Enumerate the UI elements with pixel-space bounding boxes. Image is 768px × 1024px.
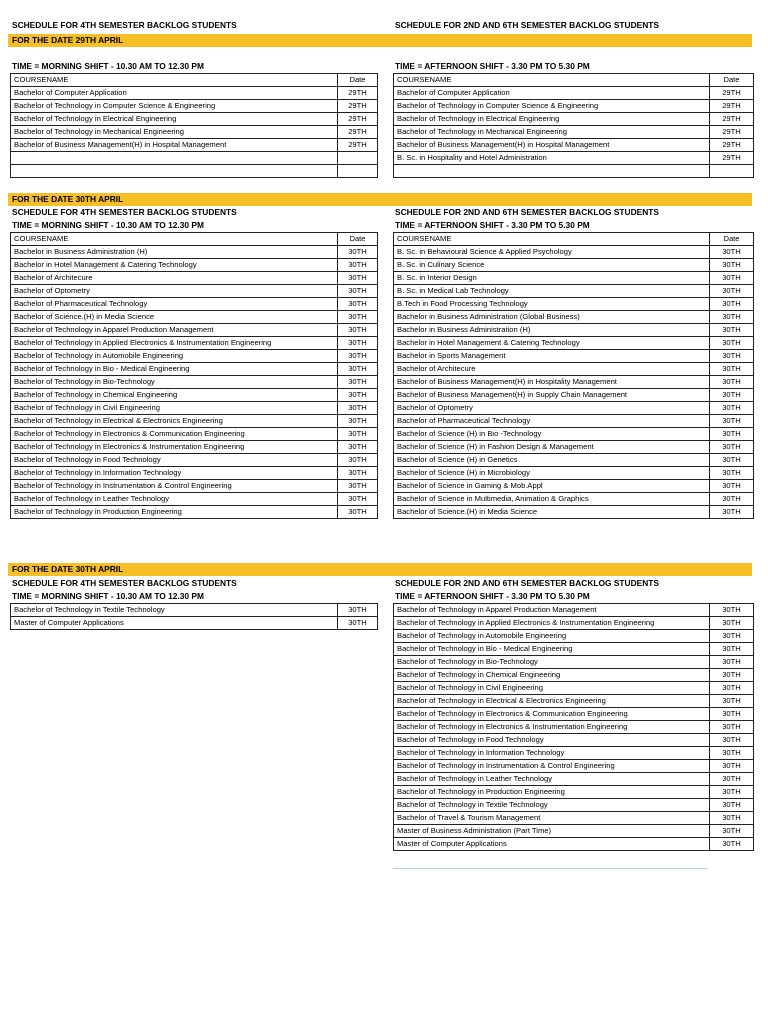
table-row: [11, 376, 378, 389]
table-row: [394, 350, 754, 363]
course-name-cell: Bachelor of Technology in Leather Technology: [11, 493, 338, 506]
course-name-cell: Bachelor of Technology in Civil Engineering: [394, 682, 710, 695]
date-cell: 29TH: [710, 152, 754, 165]
date-cell: 30TH: [710, 272, 754, 285]
s2-date-band: FOR THE DATE 30TH APRIL: [8, 193, 752, 206]
s2-right-title: SCHEDULE FOR 2ND AND 6TH SEMESTER BACKLOG STUDENTS: [395, 207, 659, 217]
date-cell: 30TH: [338, 272, 378, 285]
course-name-cell: Bachelor of Technology in Information Technology: [11, 467, 338, 480]
date-cell: 30TH: [338, 337, 378, 350]
course-name-cell: Bachelor of Architecure: [11, 272, 338, 285]
date-cell: 30TH: [338, 467, 378, 480]
table-row: [11, 337, 378, 350]
course-name-cell: [11, 165, 338, 178]
date-cell: 30TH: [710, 493, 754, 506]
table-row: [11, 389, 378, 402]
course-name-cell: Bachelor of Science in Gaming & Mob.Appl: [394, 480, 710, 493]
s3-date-band: FOR THE DATE 30TH APRIL: [8, 563, 752, 576]
course-column-header: COURSENAME: [11, 233, 338, 246]
table-row: [394, 630, 754, 643]
table-row: [11, 100, 378, 113]
date-cell: 30TH: [338, 285, 378, 298]
course-name-cell: Bachelor of Computer Application: [394, 87, 710, 100]
bottom-divider: [393, 868, 708, 869]
date-cell: 30TH: [338, 428, 378, 441]
course-name-cell: Bachelor of Technology in Electrical Engineering: [394, 113, 710, 126]
course-name-cell: Bachelor of Technology in Leather Technology: [394, 773, 710, 786]
course-name-cell: Bachelor of Technology in Mechanical Engineering: [394, 126, 710, 139]
s3-right-table: [393, 603, 754, 851]
date-cell: 30TH: [710, 786, 754, 799]
date-cell: 30TH: [710, 441, 754, 454]
date-cell: 29TH: [338, 113, 378, 126]
course-name-cell: Bachelor of Technology in Production Engineering: [394, 786, 710, 799]
course-name-cell: Bachelor of Technology in Apparel Production Management: [394, 604, 710, 617]
date-column-header: Date: [338, 233, 378, 246]
date-cell: 30TH: [710, 838, 754, 851]
course-name-cell: Bachelor in Sports Management: [394, 350, 710, 363]
table-row: [394, 799, 754, 812]
course-name-cell: Bachelor of Science (H) in Fashion Design & Management: [394, 441, 710, 454]
course-name-cell: B. Sc. in Hospitality and Hotel Administration: [394, 152, 710, 165]
date-cell: 29TH: [338, 139, 378, 152]
table-row: [394, 825, 754, 838]
s2-left-title: SCHEDULE FOR 4TH SEMESTER BACKLOG STUDENTS: [12, 207, 237, 217]
table-row: [394, 246, 754, 259]
course-name-cell: B. Sc. in Medical Lab Technology: [394, 285, 710, 298]
date-cell: 30TH: [338, 259, 378, 272]
course-name-cell: Bachelor of Technology in Instrumentation & Control Engineering: [394, 760, 710, 773]
date-cell: 30TH: [710, 324, 754, 337]
table-row: [11, 467, 378, 480]
course-name-cell: Bachelor of Technology in Textile Technology: [11, 604, 338, 617]
table-row: [394, 467, 754, 480]
table-row: [394, 415, 754, 428]
date-cell: 30TH: [710, 747, 754, 760]
table-row: [11, 272, 378, 285]
table-row: [394, 363, 754, 376]
date-cell: 30TH: [338, 363, 378, 376]
table-row: [11, 454, 378, 467]
table-row: [11, 246, 378, 259]
date-cell: 30TH: [338, 350, 378, 363]
course-name-cell: Bachelor of Science.(H) in Media Science: [394, 506, 710, 519]
table-row: [394, 656, 754, 669]
date-cell: 30TH: [710, 799, 754, 812]
date-cell: [338, 152, 378, 165]
date-cell: 29TH: [710, 126, 754, 139]
course-name-cell: Bachelor of Optometry: [394, 402, 710, 415]
date-cell: [710, 165, 754, 178]
course-name-cell: Bachelor in Business Administration (Global Business): [394, 311, 710, 324]
course-name-cell: Bachelor of Technology in Production Engineering: [11, 506, 338, 519]
table-row: [394, 139, 754, 152]
course-name-cell: Bachelor of Science (H) in Bio -Technology: [394, 428, 710, 441]
table-header-row: [394, 74, 754, 87]
table-row: [394, 773, 754, 786]
course-name-cell: [11, 152, 338, 165]
date-cell: 30TH: [710, 454, 754, 467]
course-name-cell: Bachelor of Business Management(H) in Supply Chain Management: [394, 389, 710, 402]
s2-right-time: TIME = AFTERNOON SHIFT - 3.30 PM TO 5.30 PM: [395, 220, 590, 230]
course-name-cell: Bachelor of Science (H) in Microbiology: [394, 467, 710, 480]
course-name-cell: Master of Computer Applications: [11, 617, 338, 630]
course-name-cell: Bachelor of Technology in Information Technology: [394, 747, 710, 760]
table-row: [394, 285, 754, 298]
date-cell: 30TH: [710, 428, 754, 441]
date-cell: 30TH: [710, 311, 754, 324]
date-cell: 30TH: [710, 734, 754, 747]
date-cell: 30TH: [338, 311, 378, 324]
table-row: [394, 337, 754, 350]
s1-right-time: TIME = AFTERNOON SHIFT - 3.30 PM TO 5.30 PM: [395, 61, 590, 71]
table-row: [11, 152, 378, 165]
course-name-cell: Bachelor of Science.(H) in Media Science: [11, 311, 338, 324]
date-cell: 30TH: [710, 480, 754, 493]
date-cell: 30TH: [710, 246, 754, 259]
s2-left-time: TIME = MORNING SHIFT - 10.30 AM TO 12.30 PM: [12, 220, 204, 230]
course-name-cell: Bachelor of Architecure: [394, 363, 710, 376]
s1-right-table: [393, 73, 754, 178]
course-column-header: COURSENAME: [394, 233, 710, 246]
course-name-cell: Bachelor of Computer Application: [11, 87, 338, 100]
table-row: [394, 506, 754, 519]
course-name-cell: Bachelor of Science in Multimedia, Animation & Graphics: [394, 493, 710, 506]
course-name-cell: B. Sc. in Interior Design: [394, 272, 710, 285]
date-cell: 30TH: [338, 415, 378, 428]
course-name-cell: Bachelor of Technology in Bio - Medical Engineering: [394, 643, 710, 656]
course-name-cell: Bachelor of Pharmaceutical Technology: [394, 415, 710, 428]
date-cell: 29TH: [710, 139, 754, 152]
table-row: [11, 113, 378, 126]
course-name-cell: Bachelor of Technology in Bio-Technology: [11, 376, 338, 389]
table-row: [394, 760, 754, 773]
table-row: [11, 126, 378, 139]
date-cell: 30TH: [710, 669, 754, 682]
course-name-cell: Bachelor of Technology in Food Technology: [11, 454, 338, 467]
s3-left-time: TIME = MORNING SHIFT - 10.30 AM TO 12.30 PM: [12, 591, 204, 601]
course-name-cell: Bachelor of Technology in Mechanical Engineering: [11, 126, 338, 139]
table-row: [394, 493, 754, 506]
table-row: [394, 604, 754, 617]
course-name-cell: Bachelor in Hotel Management & Catering Technology: [11, 259, 338, 272]
course-name-cell: B.Tech in Food Processing Technology: [394, 298, 710, 311]
date-column-header: Date: [710, 74, 754, 87]
table-row: [11, 493, 378, 506]
course-name-cell: B. Sc. in Culinary Science: [394, 259, 710, 272]
table-row: [394, 311, 754, 324]
course-name-cell: Bachelor of Technology in Computer Science & Engineering: [394, 100, 710, 113]
table-row: [394, 100, 754, 113]
course-name-cell: Bachelor of Technology in Civil Engineering: [11, 402, 338, 415]
table-row: [11, 298, 378, 311]
date-cell: 30TH: [710, 363, 754, 376]
date-cell: 30TH: [710, 656, 754, 669]
table-row: [394, 669, 754, 682]
table-row: [394, 682, 754, 695]
table-row: [394, 617, 754, 630]
table-row: [11, 311, 378, 324]
table-header-row: [394, 233, 754, 246]
table-row: [11, 165, 378, 178]
course-name-cell: Bachelor of Technology in Apparel Production Management: [11, 324, 338, 337]
course-name-cell: Bachelor of Technology in Electrical & Electronics Engineering: [394, 695, 710, 708]
date-cell: 29TH: [710, 87, 754, 100]
course-name-cell: Bachelor in Business Administration (H): [11, 246, 338, 259]
table-row: [394, 324, 754, 337]
date-cell: 30TH: [338, 402, 378, 415]
course-name-cell: Bachelor of Technology in Computer Science & Engineering: [11, 100, 338, 113]
table-row: [394, 272, 754, 285]
date-cell: 30TH: [338, 376, 378, 389]
table-row: [394, 643, 754, 656]
s1-left-table: [10, 73, 378, 178]
date-cell: 30TH: [710, 285, 754, 298]
table-row: [394, 734, 754, 747]
s3-left-table: [10, 603, 378, 630]
date-cell: 29TH: [710, 113, 754, 126]
table-row: [394, 721, 754, 734]
course-name-cell: Bachelor of Technology in Chemical Engineering: [11, 389, 338, 402]
course-name-cell: Master of Business Administration (Part Time): [394, 825, 710, 838]
s1-date-band: FOR THE DATE 29TH APRIL: [8, 34, 752, 47]
course-name-cell: Bachelor of Technology in Electrical & Electronics Engineering: [11, 415, 338, 428]
date-cell: 30TH: [710, 630, 754, 643]
date-cell: 30TH: [338, 298, 378, 311]
date-cell: 29TH: [338, 87, 378, 100]
course-name-cell: Bachelor of Business Management(H) in Hospitality Management: [394, 376, 710, 389]
course-name-cell: Bachelor of Technology in Electronics & Instrumentation Engineering: [394, 721, 710, 734]
table-header-row: [11, 233, 378, 246]
table-row: [11, 604, 378, 617]
course-name-cell: Bachelor of Technology in Electronics & Communication Engineering: [11, 428, 338, 441]
table-row: [11, 415, 378, 428]
date-column-header: Date: [338, 74, 378, 87]
table-row: [394, 747, 754, 760]
table-row: [394, 165, 754, 178]
table-row: [394, 298, 754, 311]
date-cell: 30TH: [338, 324, 378, 337]
course-name-cell: Bachelor of Business Management(H) in Hospital Management: [394, 139, 710, 152]
table-row: [11, 402, 378, 415]
date-cell: 30TH: [710, 760, 754, 773]
date-cell: 30TH: [710, 617, 754, 630]
course-name-cell: Bachelor of Technology in Chemical Engineering: [394, 669, 710, 682]
date-cell: 29TH: [710, 100, 754, 113]
table-row: [11, 441, 378, 454]
date-cell: 30TH: [338, 441, 378, 454]
table-row: [11, 617, 378, 630]
date-cell: 30TH: [710, 721, 754, 734]
course-name-cell: Bachelor in Business Administration (H): [394, 324, 710, 337]
date-cell: [338, 165, 378, 178]
table-row: [394, 695, 754, 708]
date-cell: 30TH: [710, 259, 754, 272]
table-row: [394, 259, 754, 272]
table-row: [394, 480, 754, 493]
table-row: [11, 259, 378, 272]
date-cell: 30TH: [338, 389, 378, 402]
course-name-cell: Bachelor of Technology in Bio - Medical Engineering: [11, 363, 338, 376]
date-cell: 30TH: [710, 350, 754, 363]
course-name-cell: Bachelor of Science (H) in Genetics: [394, 454, 710, 467]
s1-left-time: TIME = MORNING SHIFT - 10.30 AM TO 12.30 PM: [12, 61, 204, 71]
table-row: [394, 402, 754, 415]
s3-right-title: SCHEDULE FOR 2ND AND 6TH SEMESTER BACKLOG STUDENTS: [395, 578, 659, 588]
course-name-cell: B. Sc. in Behavioural Science & Applied Psychology: [394, 246, 710, 259]
date-cell: 30TH: [338, 493, 378, 506]
table-row: [394, 786, 754, 799]
date-cell: 30TH: [710, 682, 754, 695]
date-cell: 30TH: [710, 773, 754, 786]
s2-right-table: [393, 232, 754, 519]
table-row: [394, 389, 754, 402]
date-cell: 30TH: [710, 298, 754, 311]
table-row: [11, 139, 378, 152]
date-cell: 30TH: [710, 402, 754, 415]
date-cell: 30TH: [710, 376, 754, 389]
date-cell: 30TH: [710, 604, 754, 617]
date-cell: 30TH: [710, 825, 754, 838]
table-row: [394, 441, 754, 454]
course-name-cell: Bachelor of Technology in Electronics & Communication Engineering: [394, 708, 710, 721]
course-name-cell: Bachelor of Technology in Applied Electronics & Instrumentation Engineering: [11, 337, 338, 350]
table-row: [394, 87, 754, 100]
table-row: [394, 152, 754, 165]
date-cell: 30TH: [338, 604, 378, 617]
table-row: [394, 428, 754, 441]
table-row: [394, 454, 754, 467]
course-name-cell: Bachelor of Travel & Tourism Management: [394, 812, 710, 825]
s3-right-time: TIME = AFTERNOON SHIFT - 3.30 PM TO 5.30 PM: [395, 591, 590, 601]
date-column-header: Date: [710, 233, 754, 246]
table-row: [394, 376, 754, 389]
date-cell: 30TH: [710, 695, 754, 708]
course-name-cell: Bachelor of Technology in Food Technology: [394, 734, 710, 747]
course-name-cell: Bachelor of Optometry: [11, 285, 338, 298]
course-name-cell: Bachelor of Technology in Bio-Technology: [394, 656, 710, 669]
date-cell: 29TH: [338, 126, 378, 139]
date-cell: 30TH: [710, 415, 754, 428]
table-row: [394, 126, 754, 139]
table-row: [11, 87, 378, 100]
course-name-cell: Bachelor of Technology in Automobile Engineering: [394, 630, 710, 643]
course-name-cell: Bachelor of Technology in Electrical Engineering: [11, 113, 338, 126]
course-name-cell: Master of Computer Applications: [394, 838, 710, 851]
course-column-header: COURSENAME: [394, 74, 710, 87]
table-row: [394, 812, 754, 825]
table-row: [11, 285, 378, 298]
date-cell: 30TH: [710, 467, 754, 480]
date-cell: 30TH: [338, 617, 378, 630]
date-cell: 30TH: [710, 812, 754, 825]
course-name-cell: Bachelor of Technology in Electronics & Instrumentation Engineering: [11, 441, 338, 454]
course-name-cell: Bachelor of Technology in Textile Technology: [394, 799, 710, 812]
date-cell: 30TH: [338, 246, 378, 259]
course-name-cell: Bachelor of Technology in Instrumentation & Control Engineering: [11, 480, 338, 493]
course-name-cell: Bachelor of Pharmaceutical Technology: [11, 298, 338, 311]
table-row: [11, 324, 378, 337]
course-column-header: COURSENAME: [11, 74, 338, 87]
course-name-cell: Bachelor in Hotel Management & Catering Technology: [394, 337, 710, 350]
table-row: [11, 428, 378, 441]
date-cell: 30TH: [338, 454, 378, 467]
date-cell: 30TH: [338, 506, 378, 519]
table-row: [11, 480, 378, 493]
table-header-row: [11, 74, 378, 87]
date-cell: 30TH: [338, 480, 378, 493]
date-cell: 30TH: [710, 708, 754, 721]
date-cell: 30TH: [710, 337, 754, 350]
date-cell: 30TH: [710, 643, 754, 656]
s1-left-title: SCHEDULE FOR 4TH SEMESTER BACKLOG STUDENTS: [12, 20, 237, 30]
table-row: [11, 506, 378, 519]
date-cell: 29TH: [338, 100, 378, 113]
course-name-cell: Bachelor of Technology in Automobile Engineering: [11, 350, 338, 363]
date-cell: 30TH: [710, 506, 754, 519]
table-row: [394, 113, 754, 126]
table-row: [11, 363, 378, 376]
s3-left-title: SCHEDULE FOR 4TH SEMESTER BACKLOG STUDENTS: [12, 578, 237, 588]
table-row: [394, 708, 754, 721]
course-name-cell: Bachelor of Business Management(H) in Hospital Management: [11, 139, 338, 152]
course-name-cell: [394, 165, 710, 178]
course-name-cell: Bachelor of Technology in Applied Electronics & Instrumentation Engineering: [394, 617, 710, 630]
date-cell: 30TH: [710, 389, 754, 402]
table-row: [11, 350, 378, 363]
table-row: [394, 838, 754, 851]
s1-right-title: SCHEDULE FOR 2ND AND 6TH SEMESTER BACKLOG STUDENTS: [395, 20, 659, 30]
s2-left-table: [10, 232, 378, 519]
